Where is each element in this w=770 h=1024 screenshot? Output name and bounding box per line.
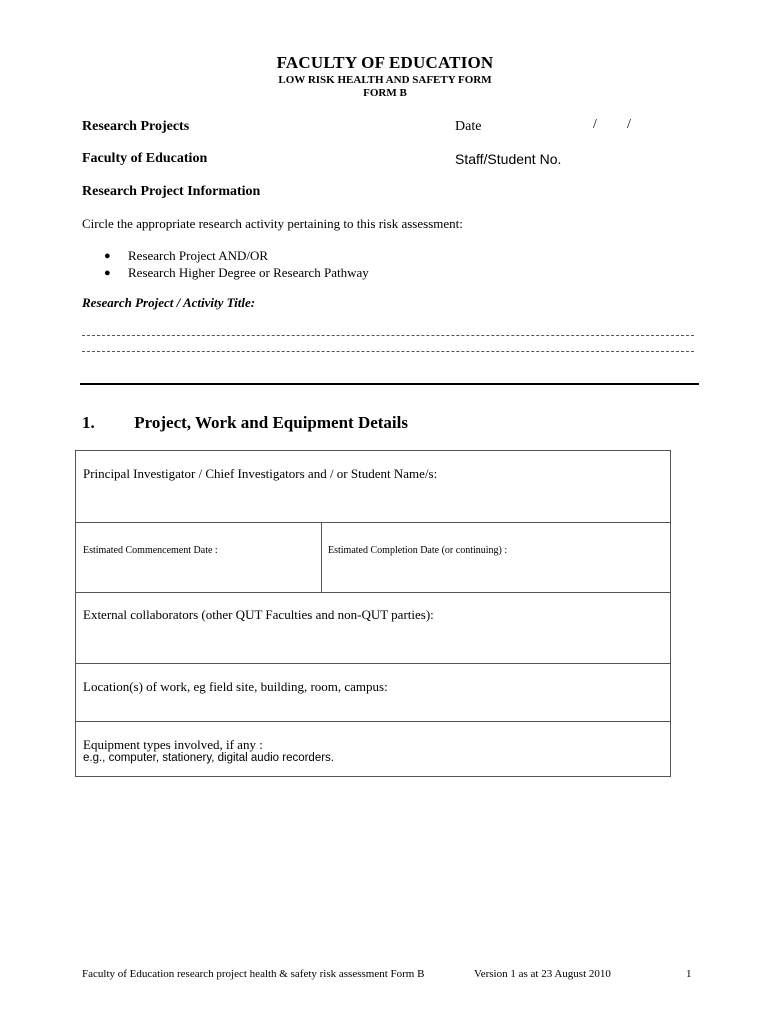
page-number: 1	[686, 968, 692, 980]
page-title: FACULTY OF EDUCATION	[276, 53, 494, 72]
location-label: Location(s) of work, eg field site, building, room, campus:	[83, 679, 388, 694]
activity-title-label: Research Project / Activity Title:	[82, 295, 256, 310]
dates-row	[76, 523, 670, 593]
section-number: 1.	[82, 413, 95, 432]
location-field[interactable]	[76, 664, 670, 722]
section-title: Project, Work and Equipment Details	[134, 413, 408, 432]
activity-options-list	[104, 247, 369, 281]
footer-document-title: Faculty of Education research project health & safety risk assessment Form B	[82, 968, 425, 980]
equipment-field[interactable]	[76, 722, 670, 776]
date-slash-2: /	[627, 117, 631, 132]
equipment-label: Equipment types involved, if any :	[83, 737, 263, 752]
section-heading	[82, 413, 408, 433]
research-info-heading: Research Project Information	[82, 184, 261, 199]
project-details-table	[75, 450, 671, 777]
instruction-text: Circle the appropriate research activity pertaining to this risk assessment:	[82, 216, 463, 231]
footer-version: Version 1 as at 23 August 2010	[474, 968, 611, 980]
date-slash-1: /	[593, 117, 597, 132]
option-research-project: Research Project AND/OR	[128, 247, 269, 263]
collaborators-label: External collaborators (other QUT Faculties and non-QUT parties):	[83, 607, 434, 622]
bullet-icon: ●	[104, 249, 111, 262]
collaborators-field[interactable]	[76, 593, 670, 664]
form-number: FORM B	[363, 87, 407, 99]
investigators-label: Principal Investigator / Chief Investigators and / or Student Name/s:	[83, 466, 438, 481]
activity-title-line-2[interactable]	[82, 351, 694, 352]
column-divider	[321, 523, 322, 592]
investigators-field[interactable]	[76, 451, 670, 523]
activity-title-line-1[interactable]	[82, 335, 694, 336]
option-research-higher-degree: Research Higher Degree or Research Pathway	[128, 264, 369, 280]
faculty-label: Faculty of Education	[82, 151, 208, 166]
section-divider	[80, 383, 699, 385]
staff-student-no-label: Staff/Student No.	[455, 151, 562, 167]
form-subtitle: LOW RISK HEALTH AND SAFETY FORM	[278, 74, 492, 86]
list-item	[104, 247, 369, 264]
bullet-icon: ●	[104, 266, 111, 279]
commencement-date-label: Estimated Commencement Date :	[83, 545, 218, 556]
date-label: Date	[455, 119, 482, 134]
research-projects-label: Research Projects	[82, 119, 190, 134]
list-item	[104, 264, 369, 281]
equipment-example: e.g., computer, stationery, digital audio recorders.	[83, 752, 335, 764]
completion-date-label: Estimated Completion Date (or continuing) :	[328, 545, 508, 556]
